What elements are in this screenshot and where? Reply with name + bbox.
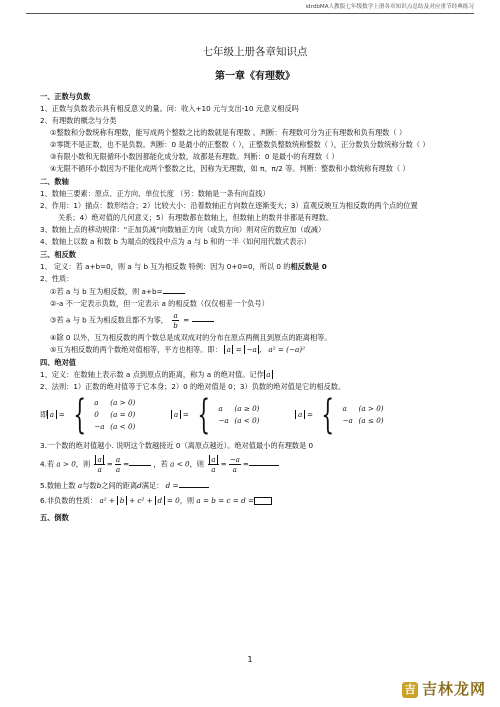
page-number: 1 [247, 655, 253, 664]
s4-item4-if: ，若 [153, 459, 168, 469]
s2-line-1: 1、数轴三要素：原点、正方向、单位长度 （另：数轴是一条有向直线） [40, 188, 270, 198]
s3-property-1: ①若 a 与 b 互为相反数，则 a+b= [50, 286, 163, 296]
site-watermark [402, 680, 486, 699]
s4-definition: 1、定义：在数轴上表示数 a 点到原点的距离，称为 a 的绝对值。记作 [40, 369, 264, 379]
answer-blank [129, 458, 151, 466]
document-title: 七年级上册各章知识点 [202, 46, 308, 58]
s4-item5-satisfies: 满足： [141, 480, 164, 490]
s3-line-4: ②-a 不一定表示负数，但一定表示 a 的相反数（仅仅相差一个负号） [50, 298, 269, 308]
section-heading-2: 二、数轴 [40, 176, 69, 186]
s1-line-4: ②零既不是正数，也不是负数。判断：0 是最小的正整数（ ），正整数负整数统称整数（ ），正分数负分数统称分数（ ） [50, 139, 430, 149]
s1-line-3: ①整数和分数统称有理数，能写成两个整数之比的数就是有理数 。判断：有理数可分为正有理数和负有理数（ ） [50, 127, 407, 137]
s4-item5-prefix: 5.数轴上数 [40, 480, 76, 490]
s4-line-1 [40, 370, 470, 379]
answer-blank [163, 286, 185, 294]
cases-three-way: 即 a = { a (a > 0) 0 (a = 0) −a (a < 0) [40, 391, 136, 438]
s3-line-5: ③若 a 与 b 互为相反数且都不为零， $\frac{a}{b}$ = [40, 311, 470, 330]
s4-line-3: 3.一个数的绝对值越小. 说明这个数越接近 0（离原点越近）。绝对值最小的有理数是 0 [40, 440, 314, 450]
s4-item6-then: ，则 [179, 495, 195, 505]
s3-definition-text: 1、 定义：若 a+b=0，则 a 与 b 互为相反数 特例：因为 0+0=0，所以 0 的 [40, 261, 291, 271]
chapter-title: 第一章《有理数》 [215, 71, 295, 83]
s3-line-3 [40, 286, 470, 296]
answer-blank [192, 314, 214, 322]
section-heading-1: 一、正数与负数 [40, 91, 91, 101]
s4-item4-then2: ，则 [189, 459, 204, 469]
s2-line-4: 4、数轴上以数 a 和数 b 为端点的线段中点为 a 与 b 和的一半（如何用代数式表示） [40, 236, 311, 246]
s4-line-6: 6.非负数的性质： a² + b + c² + d = 0，则 a = b = c = d = [40, 496, 470, 505]
s4-item4-prefix: 4.若 [40, 459, 55, 469]
a-over-a: $\frac{a}{a}$ [115, 454, 121, 474]
s1-line-2: 2、有理数的概念与分类 [40, 115, 117, 125]
s1-line-6: ④无限不循环小数因为不能化成两个整数之比，因称为无理数，如 π、π/2 等。判断：整数和小数统称有理数（ ） [50, 163, 410, 173]
abs-equality-formula: a = −a , a² = (−a)² [224, 345, 305, 354]
s3-line-7 [40, 345, 470, 354]
s3-property-3: ③若 a 与 b 互为相反数且都不为零， [50, 315, 168, 325]
s1-line-5: ③有限小数和无限循环小数因都能化成分数，故都是有理数。判断：0 是最小的有理数（ ） [50, 151, 339, 161]
abs-a-notation: a [264, 370, 273, 379]
a-over-b-fraction: $\frac{a}{b}$ [173, 310, 178, 330]
s3-line-1 [40, 262, 470, 271]
answer-blank [179, 480, 209, 488]
cases-prefix: 即 [40, 410, 48, 420]
section-heading-4: 四、绝对值 [40, 357, 76, 367]
section-heading-3: 三、相反数 [40, 249, 76, 259]
s4-line-5: 5.数轴上数 a与数b之间的距离d满足： d = [40, 480, 470, 490]
s4-line-2: 2、法则：1）正数的绝对值等于它本身；2）0 的绝对值是 0；3）负数的绝对值是它的相反数。 [40, 381, 346, 391]
s4-line-4: 4.若 a > 0，则 $\frac{a}{a}$ = $\frac{a}{a}$ = ，若 a < 0，则 $\frac{a}{a}$ = $\frac{-a}{a}$ = [40, 455, 470, 474]
page-header: idrdbMA人教版七年级数学上册各章知识点总结及对应重节经典练习 [26, 4, 474, 14]
s4-item5-and: 与数 [82, 480, 97, 490]
section-heading-5: 五、倒数 [40, 512, 69, 522]
s3-property-5: ⑤互为相反数的两个数绝对值相等，平方也相等。即： [50, 344, 222, 354]
answer-blank [249, 458, 279, 466]
s1-line-1: 1、正数与负数表示具有相反意义的量。问：收入+10 元与支出-10 元意义相反吗 [40, 103, 299, 113]
s2-line-2: 2、作用：1）描点：数形结合；2）比较大小：沿着数轴正方向数在逐渐变大；3）直观反映互为相反数的两个点的位置 [40, 200, 418, 210]
answer-box [254, 497, 272, 505]
s4-item6-prefix: 6.非负数的性质： [40, 495, 98, 505]
cases-nonneg: a = { a (a ≥ 0) −a (a < 0) [171, 395, 259, 435]
abs-a-over-a-neg: $\frac{a}{a}$ [208, 455, 218, 474]
s2-line-2b: 关系；4）绝对值的几何意义；5）有理数都在数轴上，但数轴上的数并非都是有理数。 [58, 212, 334, 222]
s3-line-2: 2、性质： [40, 273, 74, 283]
watermark-logo-icon: 吉 [402, 682, 418, 698]
watermark-text: 吉林龙网 [421, 680, 486, 699]
s4-item5-distance: 之间的距离 [101, 480, 138, 490]
abs-a-over-a: $\frac{a}{a}$ [94, 455, 104, 474]
s4-item4-then: ，则 [75, 459, 91, 469]
neg-a-over-a: $\frac{-a}{a}$ [229, 454, 240, 474]
s2-line-3: 3、数轴上点的移动规律：“正加负减”向数轴正方向（或负方向）则对应的数应加（或减） [40, 224, 326, 234]
abs-value-cases [40, 391, 470, 438]
s3-line-6: ④除 0 以外，互为相反数的两个数总是成双成对的分布在原点两侧且到原点的距离相等。 [50, 332, 332, 342]
s3-definition-bold: 相反数是 0 [290, 261, 327, 271]
document-page [40, 46, 470, 525]
cases-nonpos: a = { a (a > 0) −a (a ≤ 0) [295, 395, 383, 435]
